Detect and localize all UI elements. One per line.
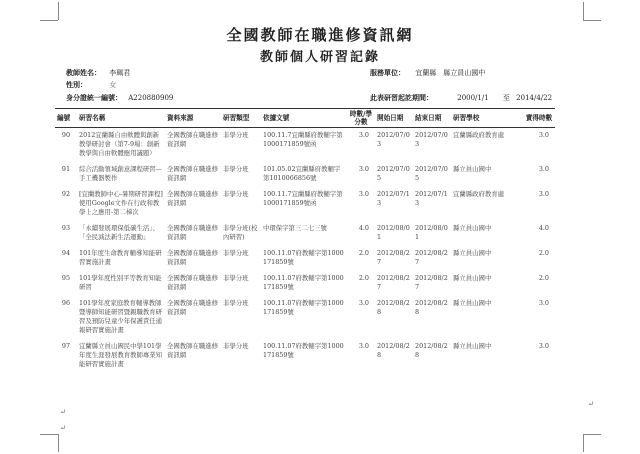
cell-end: 2012/08/28 xyxy=(415,342,448,359)
cell-source: 全國教師在職進修資訊網 xyxy=(167,274,219,291)
cell-end: 2012/07/03 xyxy=(415,131,448,148)
cell-doc: 100.11.07府教輔字第1000171859號 xyxy=(263,274,344,291)
header-start: 開始日期 xyxy=(375,109,413,128)
cell-doc: 100.11.07府教輔字第1000171859號 xyxy=(263,299,344,316)
period-label: 此表研習起訖期間： xyxy=(370,94,433,102)
cell-actual: 2.0 xyxy=(538,249,549,257)
cell-actual: 3.0 xyxy=(538,165,549,173)
cell-start: 2012/08/28 xyxy=(377,299,410,316)
cell-doc: 101.05.02宜蘭縣府教輔字第1010066856號 xyxy=(263,165,341,182)
header-doc: 依據文號 xyxy=(261,109,347,128)
cell-end: 2012/08/27 xyxy=(415,274,448,291)
cell-source: 全國教師在職進修資訊網 xyxy=(167,165,219,182)
unit-label: 服務單位： xyxy=(370,69,405,77)
cell-end: 2012/08/28 xyxy=(415,299,448,316)
cell-end: 2012/08/27 xyxy=(415,249,448,266)
cell-type: 非學分班 xyxy=(223,249,249,257)
document-title: 全國教師在職進修資訊網 xyxy=(226,26,414,44)
table-row xyxy=(55,339,555,373)
cell-doc: 100.11.07府教輔字第1000171859號 xyxy=(263,342,344,359)
table-row xyxy=(55,221,555,246)
crop-mark-top-right-v xyxy=(583,2,584,20)
header-type: 研習類型 xyxy=(221,109,261,128)
paragraph-mark: ↵ xyxy=(60,424,66,432)
cell-school: 縣立員山國中 xyxy=(453,299,492,307)
gender-row xyxy=(66,80,116,90)
cell-no: 93 xyxy=(61,224,71,232)
cell-no: 97 xyxy=(61,342,71,350)
cell-hours: 4.0 xyxy=(358,224,369,232)
header-school: 研習學校 xyxy=(451,109,523,128)
cell-end: 2012/08/01 xyxy=(415,224,448,241)
cell-school: 縣立員山國中 xyxy=(453,342,492,350)
cell-school: 縣立員山國中 xyxy=(453,165,492,173)
table-row xyxy=(55,187,555,221)
cell-name: 101年度生命教育輔導知能研習實施計畫 xyxy=(79,249,162,266)
cell-no: 90 xyxy=(61,131,71,139)
cell-doc: 100.11.7宜蘭縣府教輔字第1000171859號函 xyxy=(263,190,343,207)
table-row xyxy=(55,162,555,187)
crop-mark-top-left-h xyxy=(40,20,58,21)
cell-type: 非學分班 xyxy=(223,274,249,282)
cell-type: 非學分班 xyxy=(223,131,249,139)
header-name: 研習名稱 xyxy=(77,109,165,128)
paragraph-mark: ↵ xyxy=(60,408,66,416)
crop-mark-bottom-left-h xyxy=(40,434,58,435)
teacher-name-label: 教師姓名： xyxy=(66,69,101,77)
cell-name: [宜蘭教師中心-暑期研習課程]使用Google文件在行政和教學上之應用-第二梯次 xyxy=(79,190,163,216)
cell-type: 非學分班 xyxy=(223,342,249,350)
id-label: 身分證統一編號： xyxy=(66,94,122,102)
cell-actual: 3.0 xyxy=(538,131,549,139)
crop-mark-bottom-left-v xyxy=(58,434,59,452)
cell-start: 2012/08/27 xyxy=(377,249,410,266)
period-end: 2014/4/22 xyxy=(516,94,553,102)
cell-no: 91 xyxy=(61,165,71,173)
crop-mark-bottom-right-v xyxy=(583,434,584,452)
header-actual: 實得時數 xyxy=(523,109,555,128)
cell-start: 2012/08/01 xyxy=(377,224,410,241)
cell-actual: 3.0 xyxy=(538,342,549,350)
cell-school: 宜蘭縣政府教育處 xyxy=(453,190,505,198)
cell-start: 2012/07/05 xyxy=(377,165,410,182)
cell-name: 宜蘭縣立員山國民中學101學年度生涯發展教育教師專業知能研習實施計畫 xyxy=(79,342,163,368)
cell-school: 宜蘭縣政府教育處 xyxy=(453,131,505,139)
cell-source: 全國教師在職進修資訊網 xyxy=(167,190,219,207)
crop-mark-top-left-v xyxy=(58,2,59,20)
cell-hours: 2.0 xyxy=(358,249,369,257)
header-end: 結束日期 xyxy=(413,109,451,128)
cell-source: 全國教師在職進修資訊網 xyxy=(167,342,219,359)
cell-source: 全國教師在職進修資訊網 xyxy=(167,299,219,316)
period-start: 2000/1/1 xyxy=(457,94,489,102)
table-row xyxy=(55,296,555,339)
header-no: 編號 xyxy=(55,109,77,128)
cell-end: 2012/07/13 xyxy=(415,190,448,207)
table-row xyxy=(55,128,555,163)
cell-source: 全國教師在職進修資訊網 xyxy=(167,249,219,266)
unit-value: 宜蘭縣 縣立員山國中 xyxy=(415,69,486,77)
period-separator: 至 xyxy=(502,94,510,102)
cell-type: 非學分班 xyxy=(223,165,249,173)
teacher-name-row xyxy=(66,68,130,78)
cell-doc: 100.11.7宜蘭縣府教輔字第1000171859號函 xyxy=(263,131,343,148)
cell-hours: 3.0 xyxy=(358,299,369,307)
cell-type: 非學分班 xyxy=(223,190,249,198)
cell-no: 92 xyxy=(61,190,71,198)
crop-mark-bottom-right-h xyxy=(583,434,601,435)
cell-no: 94 xyxy=(61,249,71,257)
paragraph-mark: ↵ xyxy=(588,400,594,408)
crop-mark-top-right-h xyxy=(583,20,601,21)
cell-actual: 3.0 xyxy=(538,190,549,198)
header-hours-unit: 時數/學分數 xyxy=(347,109,375,128)
cell-actual: 3.0 xyxy=(538,299,549,307)
cell-hours: 2.0 xyxy=(358,274,369,282)
cell-start: 2012/07/13 xyxy=(377,190,410,207)
header-source: 資料來源 xyxy=(165,109,221,128)
cell-name: 「永續發展環保低碳生活」、「全民減法新生活運動」 xyxy=(79,224,159,241)
cell-no: 95 xyxy=(61,274,71,282)
id-row xyxy=(66,93,173,103)
cell-no: 96 xyxy=(61,299,71,307)
training-records-table xyxy=(55,108,555,373)
cell-end: 2012/07/05 xyxy=(415,165,448,182)
cell-source: 全國教師在職進修資訊網 xyxy=(167,224,219,241)
cell-doc: 中環保字第三二七三號 xyxy=(263,224,327,232)
cell-source: 全國教師在職進修資訊網 xyxy=(167,131,219,148)
unit-row xyxy=(370,68,485,78)
cell-start: 2012/07/03 xyxy=(377,131,410,148)
document-subtitle: 教師個人研習記錄 xyxy=(259,50,380,65)
cell-hours: 3.0 xyxy=(358,190,369,198)
table-row xyxy=(55,271,555,296)
table-row xyxy=(55,246,555,271)
cell-start: 2012/08/27 xyxy=(377,274,410,291)
cell-school: 縣立員山國中 xyxy=(453,249,492,257)
cell-type: 非學分班(校內研習) xyxy=(223,224,258,241)
cell-actual: 4.0 xyxy=(538,224,549,232)
cell-name: 2012宜蘭縣自由軟體與創新教學研討會（第7-9場：創新教學與自由軟體應用議題） xyxy=(79,131,160,157)
table-header-row xyxy=(55,109,555,128)
cell-name: 101學年度家庭教育輔導教師暨導師知能研習暨親職教育研習及預防兒童少年保護責任通報研習實施計畫 xyxy=(79,299,163,334)
cell-doc: 100.11.07府教輔字第1000171859號 xyxy=(263,249,344,266)
gender-value: 女 xyxy=(109,81,117,89)
id-value: A220880909 xyxy=(128,94,174,102)
cell-hours: 3.0 xyxy=(358,165,369,173)
cell-name: 101學年度性別平等教育知能研習 xyxy=(79,274,162,291)
cell-school: 縣立員山國中 xyxy=(453,224,492,232)
cell-hours: 3.0 xyxy=(358,342,369,350)
cell-type: 非學分班 xyxy=(223,299,249,307)
cell-actual: 2.0 xyxy=(538,274,549,282)
cell-hours: 3.0 xyxy=(358,131,369,139)
period-row xyxy=(370,93,552,103)
teacher-name-value: 李珮君 xyxy=(109,69,131,77)
cell-start: 2012/08/28 xyxy=(377,342,410,359)
cell-school: 縣立員山國中 xyxy=(453,274,492,282)
cell-name: 綜合活動領域創意課程研習—手工機器製作 xyxy=(79,165,163,182)
gender-label: 性別： xyxy=(66,81,87,89)
